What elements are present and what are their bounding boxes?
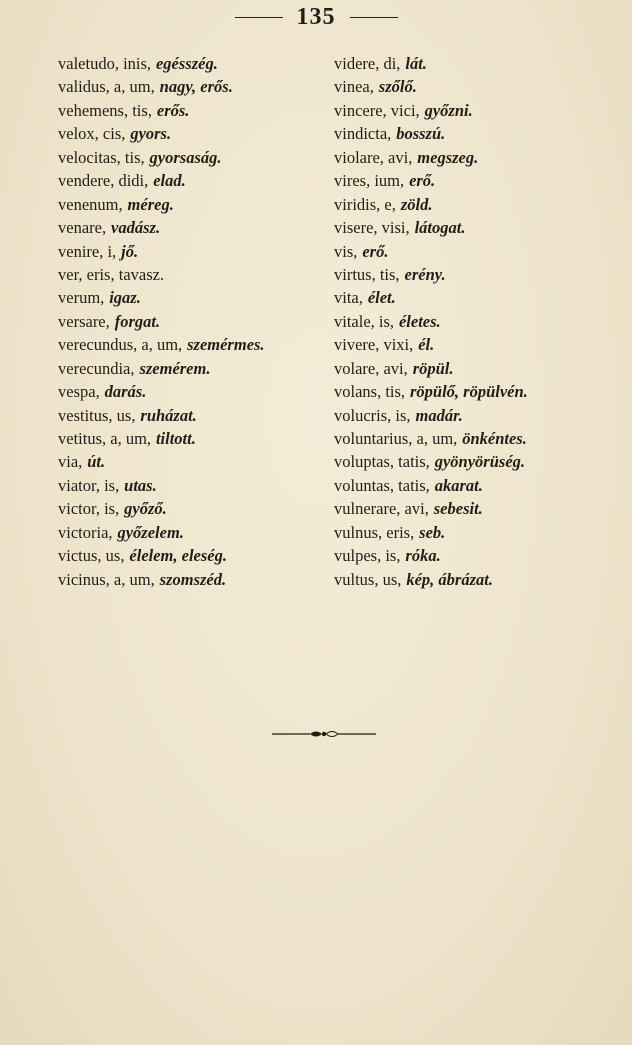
hungarian-translation: sebesit. <box>433 499 483 519</box>
latin-term: vitale, is, <box>334 311 395 331</box>
dictionary-entry <box>334 427 614 450</box>
dictionary-entry <box>58 380 328 403</box>
hungarian-translation: gyorsaság. <box>149 147 222 167</box>
hungarian-translation: röpül. <box>412 358 454 378</box>
dictionary-entry <box>58 568 328 591</box>
latin-term: venire, i, <box>58 241 117 261</box>
latin-term: visere, visi, <box>334 218 410 238</box>
hungarian-translation: él. <box>418 335 435 355</box>
dictionary-entry <box>58 310 328 333</box>
dictionary-entry <box>334 146 614 169</box>
latin-term: violare, avi, <box>334 147 413 167</box>
dictionary-entry <box>58 404 328 427</box>
latin-term: valetudo, inis, <box>58 54 152 73</box>
latin-term: vulpes, is, <box>334 546 401 566</box>
dictionary-entry <box>58 427 328 450</box>
hungarian-translation: szemérmes. <box>187 335 265 355</box>
hungarian-translation: róka. <box>405 546 441 566</box>
latin-term: volucris, is, <box>334 405 411 425</box>
dictionary-entry <box>334 544 614 567</box>
dictionary-entry <box>58 240 328 263</box>
tailpiece-ornament-icon <box>272 728 376 740</box>
hungarian-translation: darás. <box>104 382 147 402</box>
dictionary-entry <box>334 75 614 98</box>
latin-term: voluntas, tatis, <box>334 475 430 495</box>
latin-term: vires, ium, <box>334 171 405 191</box>
hungarian-translation: gyönyörüség. <box>434 452 526 472</box>
dictionary-entry <box>334 263 614 286</box>
hungarian-translation: megszeg. <box>417 147 479 167</box>
latin-term: verum, <box>58 288 105 308</box>
hungarian-translation: út. <box>87 452 106 472</box>
latin-term: vinea, <box>334 77 374 97</box>
hungarian-translation: látogat. <box>414 218 466 238</box>
hungarian-translation: ruházat. <box>140 405 197 425</box>
hungarian-translation: utas. <box>124 475 157 495</box>
hungarian-translation: akarat. <box>434 475 483 495</box>
header-rule-left <box>235 17 283 18</box>
hungarian-translation: forgat. <box>114 311 161 331</box>
dictionary-entry <box>334 497 614 520</box>
latin-term: verecundia, <box>58 358 135 378</box>
hungarian-translation: bosszú. <box>396 124 446 144</box>
left-column <box>58 52 328 591</box>
hungarian-translation: méreg. <box>127 194 174 214</box>
hungarian-translation: győzni. <box>424 100 473 120</box>
hungarian-translation: élelem, eleség. <box>129 546 227 566</box>
dictionary-entry <box>58 216 328 239</box>
hungarian-translation: jő. <box>121 241 139 261</box>
latin-term: velox, cis, <box>58 124 126 144</box>
latin-term: vis, <box>334 241 358 261</box>
latin-term: verecundus, a, um, <box>58 335 183 355</box>
hungarian-translation: gyors. <box>130 124 172 144</box>
latin-term: vulnus, eris, <box>334 522 415 542</box>
dictionary-entry <box>334 240 614 263</box>
dictionary-entry <box>58 286 328 309</box>
hungarian-translation: röpülő, röpülvén. <box>409 382 528 402</box>
latin-term: velocitas, tis, <box>58 147 145 167</box>
hungarian-translation: egésszég. <box>155 54 218 73</box>
hungarian-translation: lát. <box>405 54 427 73</box>
dictionary-entry <box>58 474 328 497</box>
dictionary-entry <box>58 333 328 356</box>
latin-term: vivere, vixi, <box>334 335 414 355</box>
latin-term: vendere, didi, <box>58 171 149 191</box>
dictionary-entry <box>334 450 614 473</box>
latin-term: vindicta, <box>334 124 392 144</box>
dictionary-entry <box>58 544 328 567</box>
dictionary-entry <box>58 450 328 473</box>
dictionary-entry <box>334 216 614 239</box>
latin-term: victor, is, <box>58 499 120 519</box>
hungarian-translation: igaz. <box>109 288 141 308</box>
page-header <box>0 2 632 32</box>
latin-term: vespa, <box>58 382 100 402</box>
hungarian-translation: erős. <box>156 100 190 120</box>
latin-term: vulnerare, avi, <box>334 499 429 519</box>
dictionary-entry <box>58 521 328 544</box>
dictionary-entry <box>58 52 328 75</box>
dictionary-entry <box>334 568 614 591</box>
dictionary-entry <box>58 193 328 216</box>
latin-term: victoria, <box>58 522 113 542</box>
dictionary-entry <box>58 357 328 380</box>
right-column <box>334 52 614 591</box>
dictionary-entry <box>334 193 614 216</box>
dictionary-entry <box>58 99 328 122</box>
dictionary-entry <box>334 521 614 544</box>
latin-term: vehemens, tis, <box>58 100 152 120</box>
dictionary-entry <box>58 263 328 286</box>
hungarian-translation: erény. <box>404 264 446 284</box>
hungarian-translation: erő. <box>409 171 436 191</box>
latin-term: virtus, tis, <box>334 264 400 284</box>
latin-term: vultus, us, <box>334 569 402 589</box>
dictionary-entry <box>58 146 328 169</box>
latin-term: vestitus, us, <box>58 405 136 425</box>
dictionary-entry <box>334 357 614 380</box>
latin-term: voluptas, tatis, <box>334 452 430 472</box>
latin-term: viator, is, <box>58 475 120 495</box>
hungarian-translation: szomszéd. <box>159 569 227 589</box>
dictionary-entry <box>334 404 614 427</box>
hungarian-translation: vadász. <box>111 218 161 238</box>
hungarian-translation: seb. <box>419 522 446 542</box>
latin-term: viridis, e, <box>334 194 396 214</box>
hungarian-translation: szőlő. <box>378 77 417 97</box>
latin-term: vicinus, a, um, <box>58 569 155 589</box>
hungarian-translation: erő. <box>362 241 389 261</box>
latin-term: vincere, vici, <box>334 100 420 120</box>
dictionary-entry <box>58 497 328 520</box>
latin-term: venenum, <box>58 194 123 214</box>
latin-term: vita, <box>334 288 363 308</box>
hungarian-translation: tiltott. <box>155 429 196 448</box>
hungarian-translation: zöld. <box>400 194 433 214</box>
hungarian-translation: elad. <box>153 171 186 191</box>
dictionary-entry <box>334 169 614 192</box>
hungarian-translation: élet. <box>367 288 396 308</box>
dictionary-entry <box>58 75 328 98</box>
hungarian-translation: nagy, erős. <box>159 77 233 97</box>
latin-term: venare, <box>58 218 107 238</box>
dictionary-entry <box>334 333 614 356</box>
latin-term: volare, avi, <box>334 358 408 378</box>
hungarian-translation: szemérem. <box>139 358 211 378</box>
hungarian-translation: győző. <box>124 499 167 519</box>
page-number: 135 <box>296 4 336 30</box>
latin-term: volans, tis, <box>334 382 406 402</box>
dictionary-entry <box>334 122 614 145</box>
latin-term: vetitus, a, um, <box>58 429 152 448</box>
hungarian-translation: önkéntes. <box>462 429 527 448</box>
latin-term: versare, <box>58 311 110 331</box>
hungarian-translation: madár. <box>415 405 463 425</box>
dictionary-entry <box>334 286 614 309</box>
dictionary-entry <box>334 99 614 122</box>
dictionary-entry <box>58 169 328 192</box>
dictionary-entry <box>334 52 614 75</box>
latin-term: ver, eris, tavasz. <box>58 264 165 284</box>
hungarian-translation: kép, ábrázat. <box>406 569 493 589</box>
latin-term: videre, di, <box>334 54 401 73</box>
latin-term: victus, us, <box>58 546 125 566</box>
header-rule-right <box>350 17 398 18</box>
dictionary-entry <box>334 380 614 403</box>
hungarian-translation: győzelem. <box>117 522 184 542</box>
dictionary-entry <box>334 474 614 497</box>
dictionary-entry <box>58 122 328 145</box>
latin-term: validus, a, um, <box>58 77 155 97</box>
latin-term: voluntarius, a, um, <box>334 429 458 448</box>
dictionary-entry <box>334 310 614 333</box>
hungarian-translation: életes. <box>398 311 441 331</box>
latin-term: via, <box>58 452 83 472</box>
